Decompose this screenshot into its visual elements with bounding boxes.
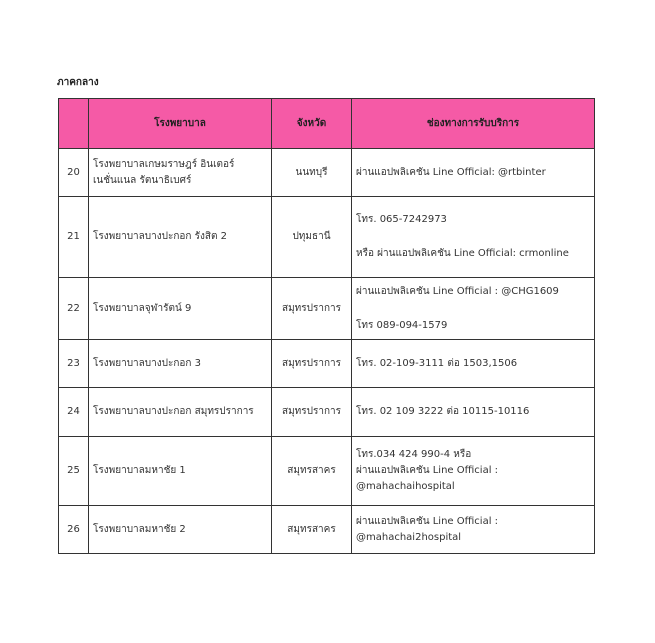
hospital-name-cell [89,278,272,340]
table-row [59,197,595,278]
row-number: 21 [59,197,89,278]
channel-line: หรือ ผ่านแอปพลิเคชัน Line Official: crmonline [356,248,569,259]
table-row [59,388,595,437]
row-number: 22 [59,278,89,340]
channel-line: โทร. 065-7242973 [356,214,447,225]
row-number: 25 [59,437,89,506]
hospital-name-line: โรงพยาบาลมหาชัย 1 [93,465,186,476]
channel-cell [352,506,595,554]
row-number: 23 [59,340,89,388]
hospital-table [58,98,595,554]
hospital-name-line: โรงพยาบาลเกษมราษฎร์ อินเตอร์ [93,158,235,170]
channel-line: โทร.034 424 990-4 หรือ [356,449,472,460]
channel-cell [352,340,595,388]
hospital-name-line: โรงพยาบาลจุฬารัตน์ 9 [93,302,192,314]
province-cell: สมุทรสาคร [272,506,352,554]
hospital-name-cell [89,388,272,437]
channel-line: ผ่านแอปพลิเคชัน Line Official : [356,515,499,527]
channel-cell [352,437,595,506]
province-cell: สมุทรปราการ [272,278,352,340]
channel-cell [352,197,595,278]
hospital-name-cell [89,437,272,506]
header-channel: ช่องทางการรับบริการ [352,99,595,149]
header-number [59,99,89,149]
province-cell: สมุทรปราการ [272,340,352,388]
province-cell: ปทุมธานี [272,197,352,278]
row-number: 26 [59,506,89,554]
province-cell: สมุทรสาคร [272,437,352,506]
channel-line: ผ่านแอปพลิเคชัน Line Official : [356,465,499,476]
hospital-name-line: โรงพยาบาลบางปะกอก สมุทรปราการ [93,406,254,417]
table-row [59,278,595,340]
province-cell: สมุทรปราการ [272,388,352,437]
table-header-row [59,99,595,149]
channel-line: โทร 089-094-1579 [356,319,448,331]
row-number: 20 [59,149,89,197]
channel-line: @mahachaihospital [356,481,455,492]
table-row [59,149,595,197]
hospital-name-cell [89,340,272,388]
channel-spacer [356,228,590,246]
table-row [59,506,595,554]
hospital-name-cell [89,197,272,278]
hospital-name-line: โรงพยาบาลมหาชัย 2 [93,523,186,535]
hospital-name-cell [89,149,272,197]
channel-cell [352,388,595,437]
row-number: 24 [59,388,89,437]
table-row [59,340,595,388]
channel-line: โทร. 02-109-3111 ต่อ 1503,1506 [356,357,518,369]
hospital-name-cell [89,506,272,554]
hospital-name-line: เนชั่นแนล รัตนาธิเบศร์ [93,174,192,186]
region-title: ภาคกลาง [57,77,99,88]
channel-line: โทร. 02 109 3222 ต่อ 10115-10116 [356,406,530,417]
hospital-name-line: โรงพยาบาลบางปะกอก 3 [93,357,202,369]
hospital-name-line: โรงพยาบาลบางปะกอก รังสิต 2 [93,231,228,242]
table-body [59,149,595,554]
channel-line: ผ่านแอปพลิเคชัน Line Official: @rtbinter [356,166,546,178]
channel-cell [352,278,595,340]
table-row [59,437,595,506]
header-hospital: โรงพยาบาล [89,99,272,149]
province-cell: นนทบุรี [272,149,352,197]
channel-spacer [356,300,590,318]
channel-line: ผ่านแอปพลิเคชัน Line Official : @CHG1609 [356,285,559,297]
channel-line: @mahachai2hospital [356,531,462,543]
channel-cell [352,149,595,197]
header-province: จังหวัด [272,99,352,149]
